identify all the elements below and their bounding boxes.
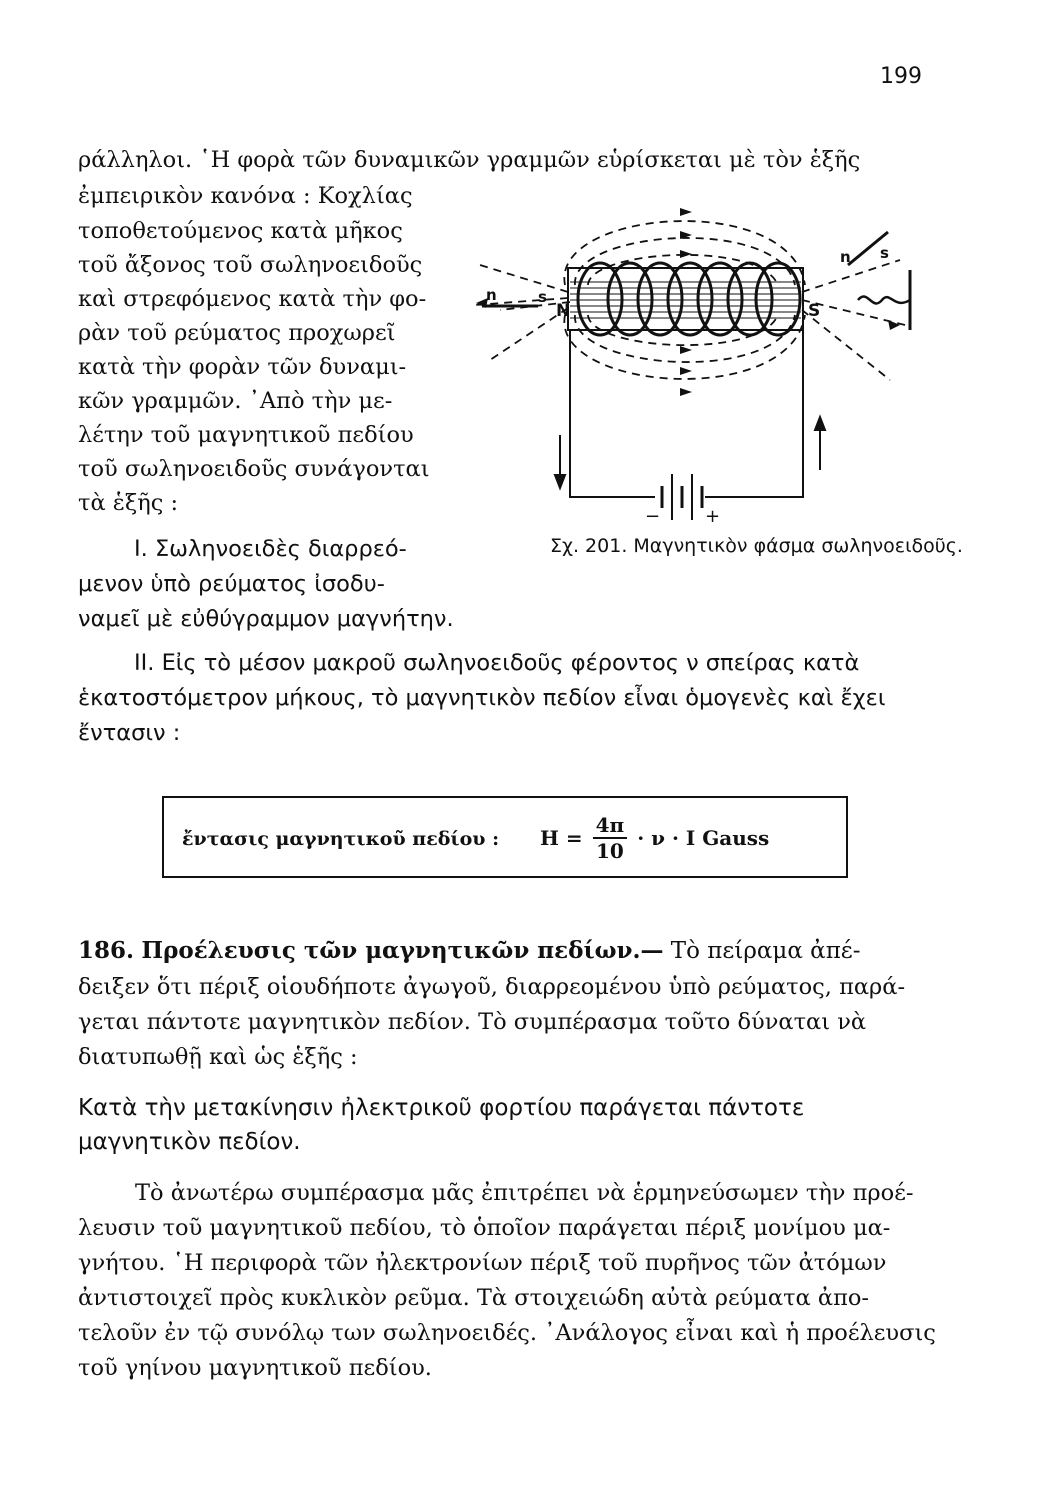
spring-icon bbox=[858, 297, 910, 304]
battery-plus-label: + bbox=[705, 506, 721, 527]
page-number: 199 bbox=[880, 64, 922, 89]
text-line: κατὰ τὴν φορὰν τῶν δυναμι- bbox=[78, 354, 407, 380]
left-needle-n-label: n bbox=[486, 286, 497, 304]
text-line: γνήτου. ῾Η περιφορὰ τῶν ἠλεκτρονίων πέριξ τοῦ πυρῆνος τῶν ἀτόμων bbox=[78, 1250, 887, 1276]
section-heading bbox=[78, 936, 861, 966]
battery-icon bbox=[662, 474, 702, 520]
formula-box bbox=[162, 796, 848, 878]
formula-equation bbox=[540, 808, 769, 868]
text-line: ρὰν τοῦ ρεύματος προχωρεῖ bbox=[78, 320, 396, 346]
text-line: καὶ στρεφόμενος κατὰ τὴν φο- bbox=[78, 286, 427, 312]
text-line: τοῦ σωληνοειδοῦς συνάγονται bbox=[78, 456, 430, 482]
list-item-1-line: Ι. Σωληνοειδὲς διαρρεό- bbox=[134, 536, 407, 562]
text-line: τοῦ γηίνου μαγνητικοῦ πεδίου. bbox=[78, 1355, 432, 1381]
figure-caption: Σχ. 201. Μαγνητικὸν φάσμα σωληνοειδοῦς. bbox=[550, 535, 963, 557]
text-line: Τὸ ἀνωτέρω συμπέρασμα μᾶς ἐπιτρέπει νὰ ἑρμηνεύσωμεν τὴν προέ- bbox=[135, 1180, 914, 1206]
section-number: 186. bbox=[78, 937, 135, 964]
formula-rhs: · ν · I Gauss bbox=[637, 826, 770, 850]
list-item-2-line: ἑκατοστόμετρον μήκους, τὸ μαγνητικὸν πεδίον εἶναι ὁμογενὲς καὶ ἔχει bbox=[78, 685, 886, 711]
text-line: γεται πάντοτε μαγνητικὸν πεδίον. Τὸ συμπέρασμα τοῦτο δύναται νὰ bbox=[78, 1009, 867, 1035]
list-item-2-line: ΙΙ. Εἰς τὸ μέσον μακροῦ σωληνοειδοῦς φέροντος ν σπείρας κατὰ bbox=[134, 650, 860, 676]
text-line: ἀντιστοιχεῖ πρὸς κυκλικὸν ρεῦμα. Τὰ στοιχειώδη αὐτὰ ρεύματα ἀπο- bbox=[78, 1285, 870, 1311]
formula-fraction bbox=[593, 813, 628, 863]
battery-minus-label: − bbox=[645, 506, 661, 527]
text-line: λέτην τοῦ μαγνητικοῦ πεδίου bbox=[78, 422, 414, 448]
coil-windings bbox=[578, 263, 800, 335]
right-needle-s-label: s bbox=[880, 244, 889, 262]
south-pole-label: S bbox=[808, 301, 821, 321]
list-item-2-line: ἔντασιν : bbox=[78, 720, 181, 746]
left-needle-s-label: s bbox=[538, 288, 547, 306]
north-pole-label: N bbox=[556, 301, 571, 321]
section-first-line: Τὸ πείραμα ἀπέ- bbox=[670, 938, 861, 964]
text-line: τοῦ ἄξονος τοῦ σωληνοειδοῦς bbox=[78, 252, 423, 278]
formula-lhs: H = bbox=[540, 826, 583, 850]
text-line: τὰ ἑξῆς : bbox=[78, 490, 179, 516]
text-line: διατυπωθῇ καὶ ὡς ἑξῆς : bbox=[78, 1044, 358, 1070]
section-title: Προέλευσις τῶν μαγνητικῶν πεδίων.— bbox=[141, 937, 664, 964]
list-item-1-line: ναμεῖ μὲ εὐθύγραμμον μαγνήτην. bbox=[78, 606, 454, 632]
core-hatching bbox=[570, 282, 801, 318]
statement-line: μαγνητικὸν πεδίον. bbox=[78, 1129, 301, 1155]
right-needle-n-label: n bbox=[840, 248, 851, 266]
current-arrows bbox=[555, 417, 825, 488]
text-line: ἐμπειρικὸν κανόνα : Κοχλίας bbox=[78, 183, 413, 209]
list-item-1-line: μενον ὑπὸ ρεύματος ἰσοδυ- bbox=[78, 571, 385, 597]
text-line: τοποθετούμενος κατὰ μῆκος bbox=[78, 218, 403, 244]
statement-line: Κατὰ τὴν μετακίνησιν ἠλεκτρικοῦ φορτίου παράγεται πάντοτε bbox=[78, 1095, 805, 1121]
formula-denominator: 10 bbox=[595, 839, 624, 863]
text-line: λευσιν τοῦ μαγνητικοῦ πεδίου, τὸ ὁποῖον παράγεται πέριξ μονίμου μα- bbox=[78, 1215, 891, 1241]
text-line: ράλληλοι. ῾Η φορὰ τῶν δυναμικῶν γραμμῶν εὑρίσκεται μὲ τὸν ἑξῆς bbox=[78, 147, 861, 173]
formula-label: ἔντασις μαγνητικοῦ πεδίου : bbox=[182, 828, 500, 850]
text-line: δειξεν ὅτι πέριξ οἱουδήποτε ἀγωγοῦ, διαρρεομένου ὑπὸ ρεύματος, παρά- bbox=[78, 974, 906, 1000]
formula-numerator: 4π bbox=[593, 813, 628, 839]
circuit-wires bbox=[570, 330, 803, 497]
text-line: κῶν γραμμῶν. ᾿Απὸ τὴν με- bbox=[78, 388, 393, 414]
text-line: τελοῦν ἐν τῷ συνόλῳ των σωληνοειδές. ᾿Ανάλογος εἶναι καὶ ἡ προέλευσις bbox=[78, 1320, 936, 1346]
solenoid-magnetic-field-figure bbox=[460, 170, 930, 530]
